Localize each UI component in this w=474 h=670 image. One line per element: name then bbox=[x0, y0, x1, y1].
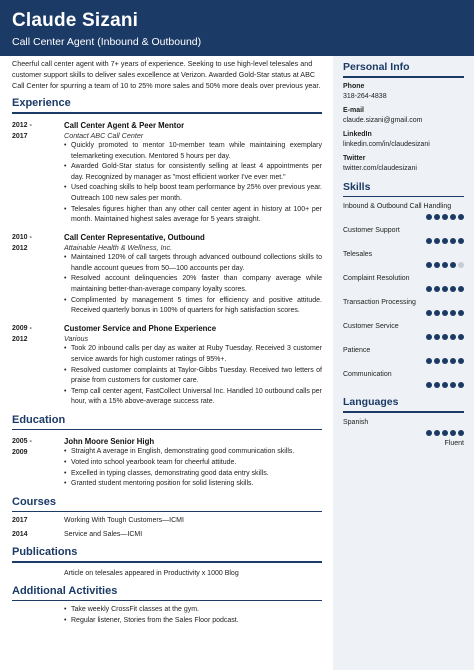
entry-organization: Various bbox=[64, 333, 89, 343]
rating-dot bbox=[434, 262, 440, 268]
experience-entry bbox=[12, 120, 322, 226]
rating-dot bbox=[458, 262, 464, 268]
rating-dot bbox=[426, 262, 432, 268]
rating-dot bbox=[458, 358, 464, 364]
date-start: 2010 - bbox=[12, 233, 32, 241]
rating-dot bbox=[434, 382, 440, 388]
rating-dot bbox=[458, 310, 464, 316]
course-year: 2017 bbox=[12, 517, 28, 525]
rating-dot bbox=[458, 286, 464, 292]
rating-dot bbox=[458, 238, 464, 244]
date-end: 2012 bbox=[12, 244, 28, 252]
skill-name: Customer Service bbox=[343, 323, 399, 330]
course-name: Service and Sales—ICMI bbox=[64, 531, 143, 539]
bullet-item: • Granted student mentoring position for solid listening skills. bbox=[64, 479, 322, 490]
activities-block bbox=[12, 605, 322, 626]
entry-title: Customer Service and Phone Experience bbox=[64, 323, 217, 333]
rating-dots bbox=[343, 286, 464, 293]
entry-content bbox=[64, 120, 322, 226]
bullet-item: • Excelled in typing classes, demonstrating good data entry skills. bbox=[64, 469, 322, 480]
rating-dot bbox=[450, 334, 456, 340]
rating-dot bbox=[442, 358, 448, 364]
date-end: 2009 bbox=[12, 449, 28, 457]
skill-name: Transaction Processing bbox=[343, 299, 416, 306]
rating-dots bbox=[343, 214, 464, 221]
skill-name: Inbound & Outbound Call Handling bbox=[343, 203, 452, 210]
bullet-item: • Telesales figures higher than any other call center agent in history at 100+ per month. Maintained highest sales average for 5 years straight. bbox=[64, 205, 322, 226]
rating-dot bbox=[426, 358, 432, 364]
rating-dot bbox=[450, 238, 456, 244]
rating-dots bbox=[343, 334, 464, 341]
skill-name: Complaint Resolution bbox=[343, 275, 410, 282]
skill-name: Telesales bbox=[343, 251, 373, 258]
main-column bbox=[12, 58, 322, 626]
rating-dot bbox=[426, 238, 432, 244]
experience-list bbox=[12, 120, 322, 408]
linkedin-label: LinkedIn bbox=[343, 130, 372, 138]
bullet-item: • Voted into school yearbook team for cheerful attitude. bbox=[64, 458, 322, 469]
bullet-item: • Resolved customer complaints at Taylor-Gibbs Tuesday. Received two letters of praise from customers for customer care. bbox=[64, 366, 322, 387]
language-level: Fluent bbox=[444, 439, 464, 447]
date-end: 2012 bbox=[12, 335, 28, 343]
course-name: Working With Tough Customers—ICMI bbox=[64, 517, 184, 525]
linkedin-value[interactable]: linkedin.com/in/claudesizani bbox=[343, 140, 430, 148]
email-value[interactable]: claude.sizani@gmail.com bbox=[343, 116, 423, 124]
entry-content bbox=[64, 436, 322, 489]
rating-dot bbox=[434, 238, 440, 244]
rating-dot bbox=[450, 310, 456, 316]
entry-content bbox=[64, 323, 322, 408]
courses-heading: Courses bbox=[12, 495, 57, 508]
rating-dot bbox=[426, 214, 432, 220]
rating-dot bbox=[458, 214, 464, 220]
entry-dates bbox=[12, 436, 64, 489]
rating-dot bbox=[442, 214, 448, 220]
activities-list bbox=[64, 605, 322, 626]
rating-dot bbox=[450, 262, 456, 268]
experience-entry bbox=[12, 232, 322, 317]
section-divider bbox=[12, 561, 322, 563]
entry-bullets bbox=[64, 253, 322, 317]
rating-dot bbox=[458, 382, 464, 388]
rating-dot bbox=[450, 430, 456, 436]
entry-content bbox=[64, 232, 322, 317]
rating-dot bbox=[458, 430, 464, 436]
course-year: 2014 bbox=[12, 531, 28, 539]
publication-item: Article on telesales appeared in Productivity x 1000 Blog bbox=[64, 569, 239, 577]
bullet-item: • Maintained 120% of call targets through advanced outbound collections skills to handle account queues from 50—100 accounts per day. bbox=[64, 253, 322, 274]
summary-text: Cheerful call center agent with 7+ years of experience. Seeking to use high-level telesales and customer support skills to deliver sales excellence at Verizon. Awarded Gold-Star status at ABC Call Center for spurring a team of 10 to 25% more sales and 50% more deals over previous year. bbox=[12, 59, 321, 90]
date-start: 2009 - bbox=[12, 324, 32, 332]
rating-dot bbox=[434, 310, 440, 316]
candidate-title: Call Center Agent (Inbound & Outbound) bbox=[12, 36, 202, 48]
entry-dates bbox=[12, 323, 64, 408]
bullet-item: • Temp call center agent, FastCollect Universal Inc. Handled 10 outbound calls per hour, with a 15% above-average success rate. bbox=[64, 387, 322, 408]
skills-list bbox=[343, 202, 464, 389]
activity-item: • Regular listener, Stories from the Sales Floor podcast. bbox=[64, 616, 322, 627]
section-divider bbox=[12, 112, 322, 114]
rating-dot bbox=[450, 286, 456, 292]
rating-dot bbox=[442, 310, 448, 316]
rating-dot bbox=[442, 238, 448, 244]
rating-dots bbox=[343, 382, 464, 389]
rating-dot bbox=[426, 334, 432, 340]
section-divider bbox=[12, 600, 322, 602]
date-start: 2012 - bbox=[12, 121, 32, 129]
entry-bullets bbox=[64, 344, 322, 408]
rating-dot bbox=[442, 382, 448, 388]
sidebar bbox=[333, 56, 474, 670]
date-end: 2017 bbox=[12, 132, 28, 140]
entry-title: Call Center Representative, Outbound bbox=[64, 232, 205, 242]
entry-bullets bbox=[64, 447, 322, 489]
entry-title: John Moore Senior High bbox=[64, 437, 155, 447]
rating-dot bbox=[434, 430, 440, 436]
email-label: E-mail bbox=[343, 106, 365, 114]
experience-heading: Experience bbox=[12, 97, 71, 109]
course-item bbox=[12, 515, 322, 526]
publications-heading: Publications bbox=[12, 546, 78, 559]
twitter-label: Twitter bbox=[343, 154, 366, 162]
bullet-item: • Used coaching skills to help boost team performance by 25% over previous year. Outreach 100 new sales per month. bbox=[64, 183, 322, 204]
rating-dot bbox=[434, 286, 440, 292]
rating-dot bbox=[426, 286, 432, 292]
entry-dates bbox=[12, 232, 64, 317]
bullet-item: • Resolved account delinquencies 20% faster than company average while maintaining better-than-average company loyalty scores. bbox=[64, 274, 322, 295]
courses-list bbox=[12, 515, 322, 540]
languages-list bbox=[343, 418, 464, 449]
section-divider bbox=[12, 429, 322, 431]
phone-label: Phone bbox=[343, 82, 365, 90]
rating-dots bbox=[343, 358, 464, 365]
rating-dots bbox=[343, 430, 464, 437]
bullet-item: • Complimented by management 5 times for efficiency and positive attitude. Received quarterly bonus in 100% of quarters for high satisfaction scores. bbox=[64, 296, 322, 317]
bullet-item: • Awarded Gold-Star status for consistently selling at least 4 appointments per day. Recognized by manager as "most efficient worker I've ever met." bbox=[64, 162, 322, 183]
rating-dot bbox=[450, 214, 456, 220]
rating-dot bbox=[450, 358, 456, 364]
education-entry bbox=[12, 436, 322, 489]
skill-name: Communication bbox=[343, 371, 392, 378]
rating-dot bbox=[450, 382, 456, 388]
personal-info-heading: Personal Info bbox=[343, 61, 410, 73]
rating-dot bbox=[442, 334, 448, 340]
rating-dot bbox=[426, 310, 432, 316]
rating-dot bbox=[442, 262, 448, 268]
education-heading: Education bbox=[12, 413, 66, 426]
rating-dot bbox=[426, 430, 432, 436]
twitter-value[interactable]: twitter.com/claudesizani bbox=[343, 164, 417, 172]
course-item bbox=[12, 529, 322, 540]
resume-header bbox=[0, 0, 474, 56]
phone-value: 318-264-4838 bbox=[343, 92, 387, 100]
activity-item: • Take weekly CrossFit classes at the gym. bbox=[64, 605, 322, 616]
rating-dot bbox=[442, 286, 448, 292]
date-start: 2005 - bbox=[12, 438, 32, 446]
rating-dot bbox=[434, 358, 440, 364]
language-name: Spanish bbox=[343, 418, 369, 426]
skills-heading: Skills bbox=[343, 180, 371, 193]
sidebar-divider bbox=[343, 411, 464, 413]
skill-name: Patience bbox=[343, 347, 371, 354]
bullet-item: • Quickly promoted to mentor 10-member team while maintaining exemplary telemarketing execution. Mentored 5 hours per day. bbox=[64, 141, 322, 162]
rating-dots bbox=[343, 238, 464, 245]
rating-dot bbox=[434, 214, 440, 220]
education-list bbox=[12, 436, 322, 489]
rating-dot bbox=[458, 334, 464, 340]
experience-entry bbox=[12, 323, 322, 408]
entry-organization: Attainable Health & Wellness, Inc. bbox=[64, 242, 173, 252]
sidebar-divider bbox=[343, 76, 464, 78]
entry-bullets bbox=[64, 141, 322, 226]
rating-dots bbox=[343, 262, 464, 269]
candidate-name: Claude Sizani bbox=[12, 10, 139, 31]
rating-dots bbox=[343, 310, 464, 317]
languages-heading: Languages bbox=[343, 396, 399, 408]
skill-name: Customer Support bbox=[343, 227, 400, 234]
rating-dot bbox=[442, 430, 448, 436]
rating-dot bbox=[434, 334, 440, 340]
activities-heading: Additional Activities bbox=[12, 584, 118, 597]
bullet-item: • Straight A average in English, demonstrating good communication skills. bbox=[64, 447, 322, 458]
rating-dot bbox=[426, 382, 432, 388]
sidebar-divider bbox=[343, 196, 464, 198]
entry-organization: Contact ABC Call Center bbox=[64, 130, 144, 140]
bullet-item: • Took 20 inbound calls per day as waiter at Ruby Tuesday. Received 3 customer service awards for high customer ratings of 95%+. bbox=[64, 344, 322, 365]
section-divider bbox=[12, 511, 322, 513]
entry-dates bbox=[12, 120, 64, 226]
entry-title: Call Center Agent & Peer Mentor bbox=[64, 120, 185, 130]
